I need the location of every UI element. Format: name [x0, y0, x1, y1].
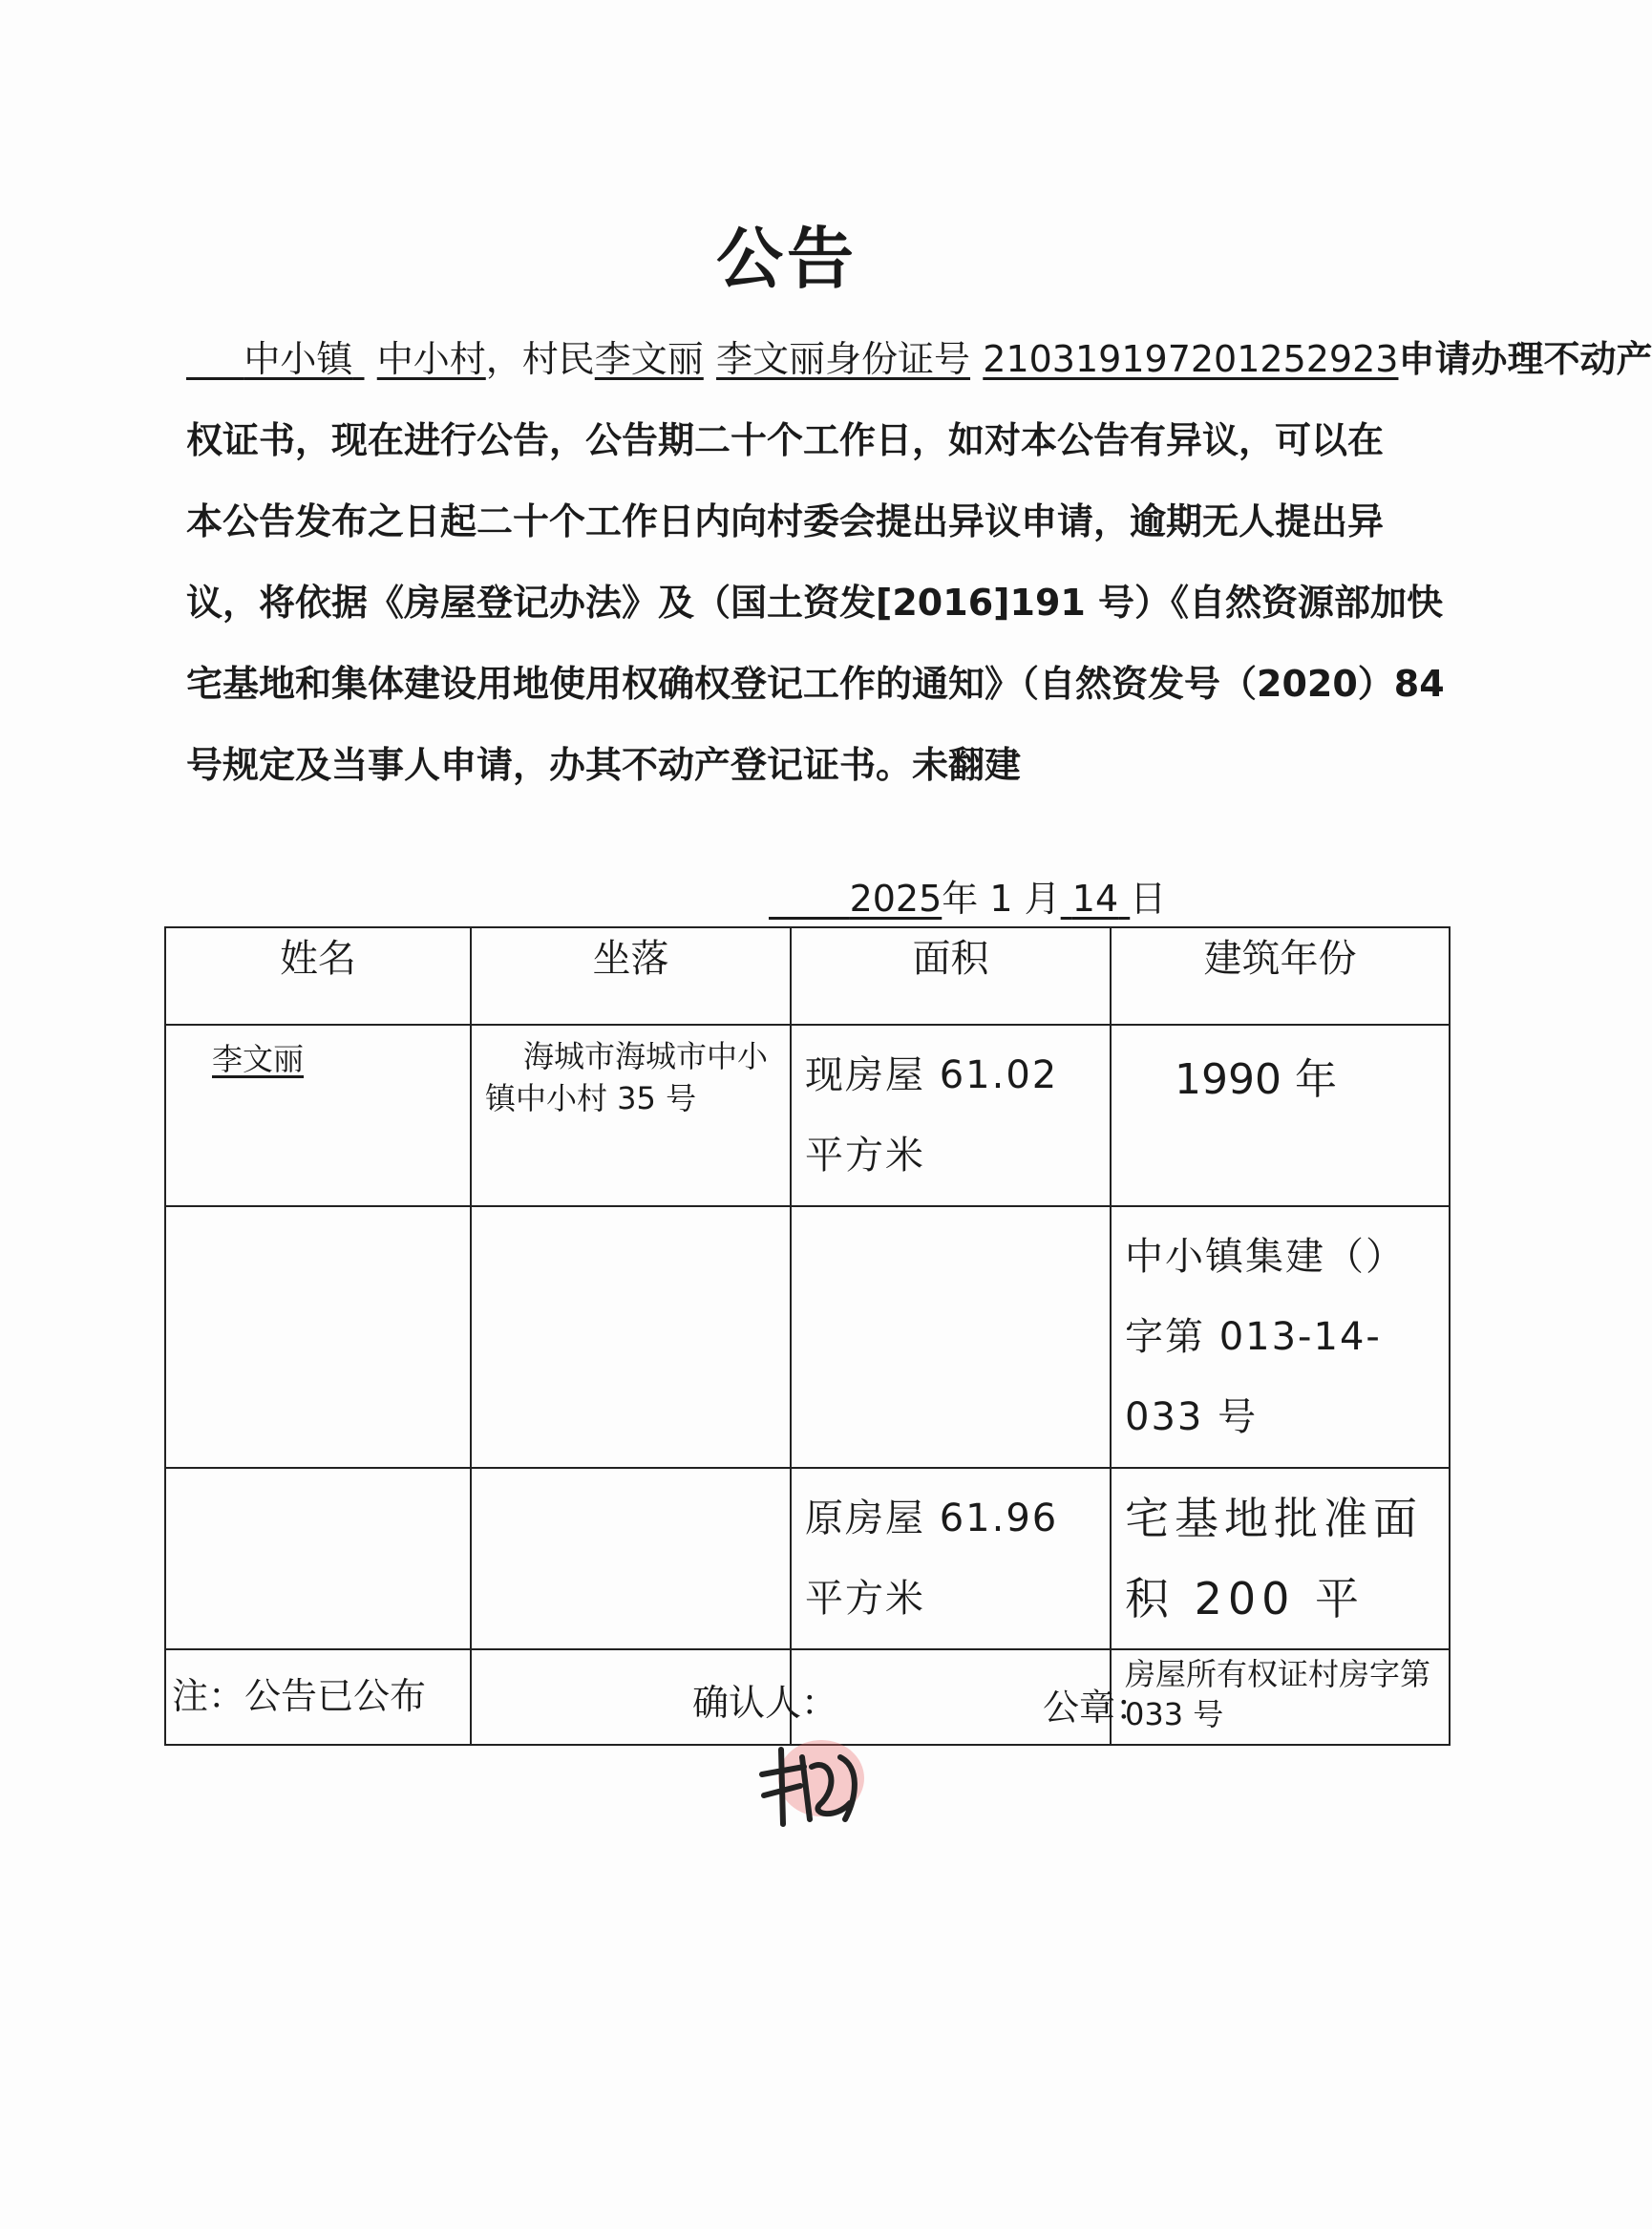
intro-line: [186, 329, 1652, 382]
location-cell: 海城市海城市中小镇中小村 35 号: [471, 1025, 791, 1206]
current-area-cell: 现房屋 61.02 平方米: [791, 1025, 1111, 1206]
table-row: [165, 1206, 1450, 1468]
header-area: 面积: [791, 927, 1111, 1025]
body-line-1: 权证书，现在进行公告，公告期二十个工作日，如对本公告有异议，可以在: [186, 419, 1385, 461]
header-year: 建筑年份: [1111, 927, 1450, 1025]
house-cert-cell: 房屋所有权证村房字第 033 号: [1111, 1649, 1450, 1745]
notice-date: [769, 869, 1166, 922]
original-area-cell: 原房屋 61.96 平方米: [791, 1468, 1111, 1649]
land-cert-cell: 中小镇集建（）字第 013-14-033 号: [1111, 1206, 1450, 1468]
body-line-3: 议，将依据《房屋登记办法》及（国土资发[2016]191 号）《自然资源部加快: [186, 582, 1444, 624]
village-name: 中小村: [376, 338, 486, 380]
town-name: 中小镇: [244, 338, 353, 380]
id-label: 李文丽身份证号: [716, 338, 971, 380]
page-title: 公告: [716, 220, 858, 298]
header-location: 坐落: [471, 927, 791, 1025]
body-line-2: 本公告发布之日起二十个工作日内向村委会提出异议申请，逾期无人提出异: [186, 500, 1385, 542]
seal-label: 公章：: [1043, 1687, 1153, 1729]
date-year: 2025: [849, 878, 942, 920]
date-day-suffix: 日: [1130, 878, 1167, 920]
person-name: 李文丽: [594, 338, 704, 380]
header-name: 姓名: [165, 927, 471, 1025]
confirm-label: 确认人：: [692, 1682, 838, 1724]
date-month: 1: [989, 878, 1013, 920]
id-number: 210319197201252923: [983, 338, 1399, 380]
build-year-cell: 1990 年: [1111, 1025, 1450, 1206]
intro-tail: 申请办理不动产: [1398, 338, 1652, 380]
date-year-suffix: 年: [942, 878, 979, 920]
table-row: [165, 1468, 1450, 1649]
body-line-5: 号规定及当事人申请，办其不动产登记证书。未翻建: [186, 744, 1022, 786]
body-line-4: 宅基地和集体建设用地使用权确权登记工作的通知》（自然资发号（2020）84: [186, 663, 1445, 705]
signature-mark: [745, 1729, 879, 1843]
table-row: [165, 1025, 1450, 1206]
footer-note: 注：公告已公布: [172, 1675, 427, 1717]
date-month-suffix: 月: [1024, 878, 1061, 920]
intro-sep: ，村民: [485, 338, 595, 380]
approved-area-cell: 宅基地批准面积 200 平: [1111, 1468, 1450, 1649]
date-day: 14: [1071, 878, 1119, 920]
owner-name: 李文丽: [212, 1041, 305, 1077]
table-header-row: [165, 927, 1450, 1025]
property-table: [164, 926, 1451, 1746]
